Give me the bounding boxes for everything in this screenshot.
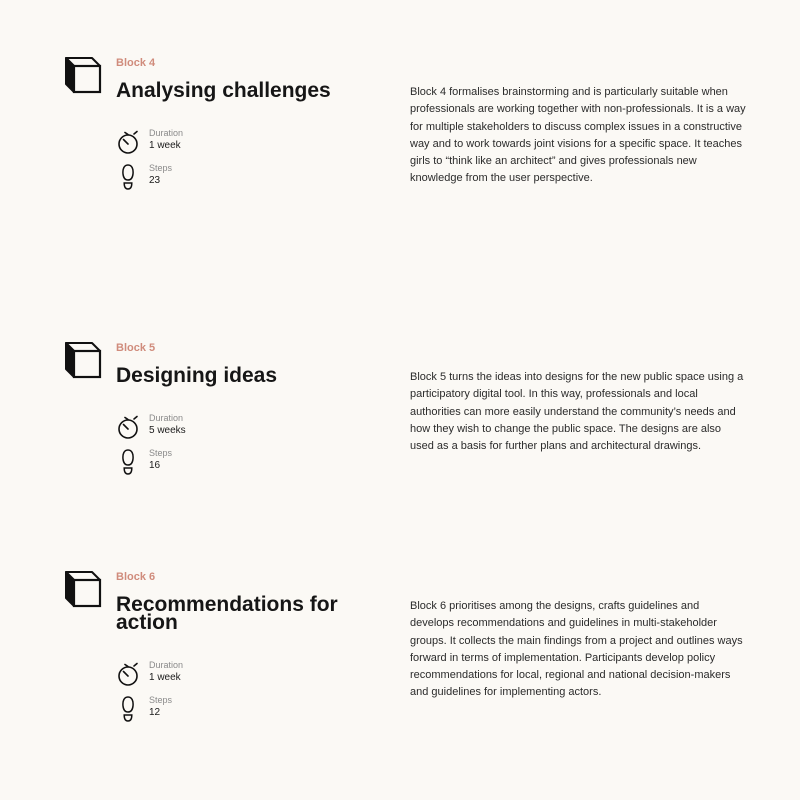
steps-label: Steps [149,163,173,173]
cube-icon [64,570,102,608]
duration-row [116,660,276,690]
block-title: Recommendations for action [116,593,338,634]
block-description: Block 4 formalises brainstorming and is particularly suitable when professionals are working together with non-professionals. It is a way for multiple stakeholders to discuss complex issues in a constructive way and to work towards joint visions for a specific space. It teaches girls to “think like an architect” and gives professionals new knowledge from the user perspective. [410,86,746,185]
duration-value: 5 weeks [149,425,186,436]
block-label: Block 4 [116,57,156,69]
steps-row [116,695,276,725]
duration-row [116,128,276,158]
footprint-icon [116,448,140,476]
cube-icon [64,56,102,94]
duration-value: 1 week [149,672,181,683]
steps-label: Steps [149,448,173,458]
footprint-icon [116,695,140,723]
block-description: Block 6 prioritises among the designs, crafts guidelines and develops recommendations and guidelines in multi-stakeholder groups. It collects the main findings from a project and outlines ways forward in terms of implementation. Participants develop policy recommendations for local, regional and national decision-makers and guidelines for implementing actors. [410,600,743,699]
steps-row [116,163,276,193]
block-title: Analysing challenges [116,79,331,102]
duration-label: Duration [149,128,184,138]
block-title: Designing ideas [116,364,278,387]
duration-label: Duration [149,660,184,670]
stopwatch-icon [116,128,140,156]
footprint-icon [116,163,140,191]
block-description: Block 5 turns the ideas into designs for the new public space using a participatory digital tool. In this way, professionals and local authorities can more easily understand the community’s needs and how they wish to change the public space. The designs are also used as a basis for further plans and architectural drawings. [410,371,744,453]
steps-row [116,448,276,478]
steps-value: 16 [149,460,161,471]
steps-label: Steps [149,695,173,705]
block-label: Block 5 [116,342,156,354]
duration-value: 1 week [149,140,181,151]
steps-value: 23 [149,175,161,186]
cube-icon [64,341,102,379]
stopwatch-icon [116,413,140,441]
duration-label: Duration [149,413,184,423]
stopwatch-icon [116,660,140,688]
duration-row [116,413,276,443]
block-label: Block 6 [116,571,156,583]
steps-value: 12 [149,707,161,718]
